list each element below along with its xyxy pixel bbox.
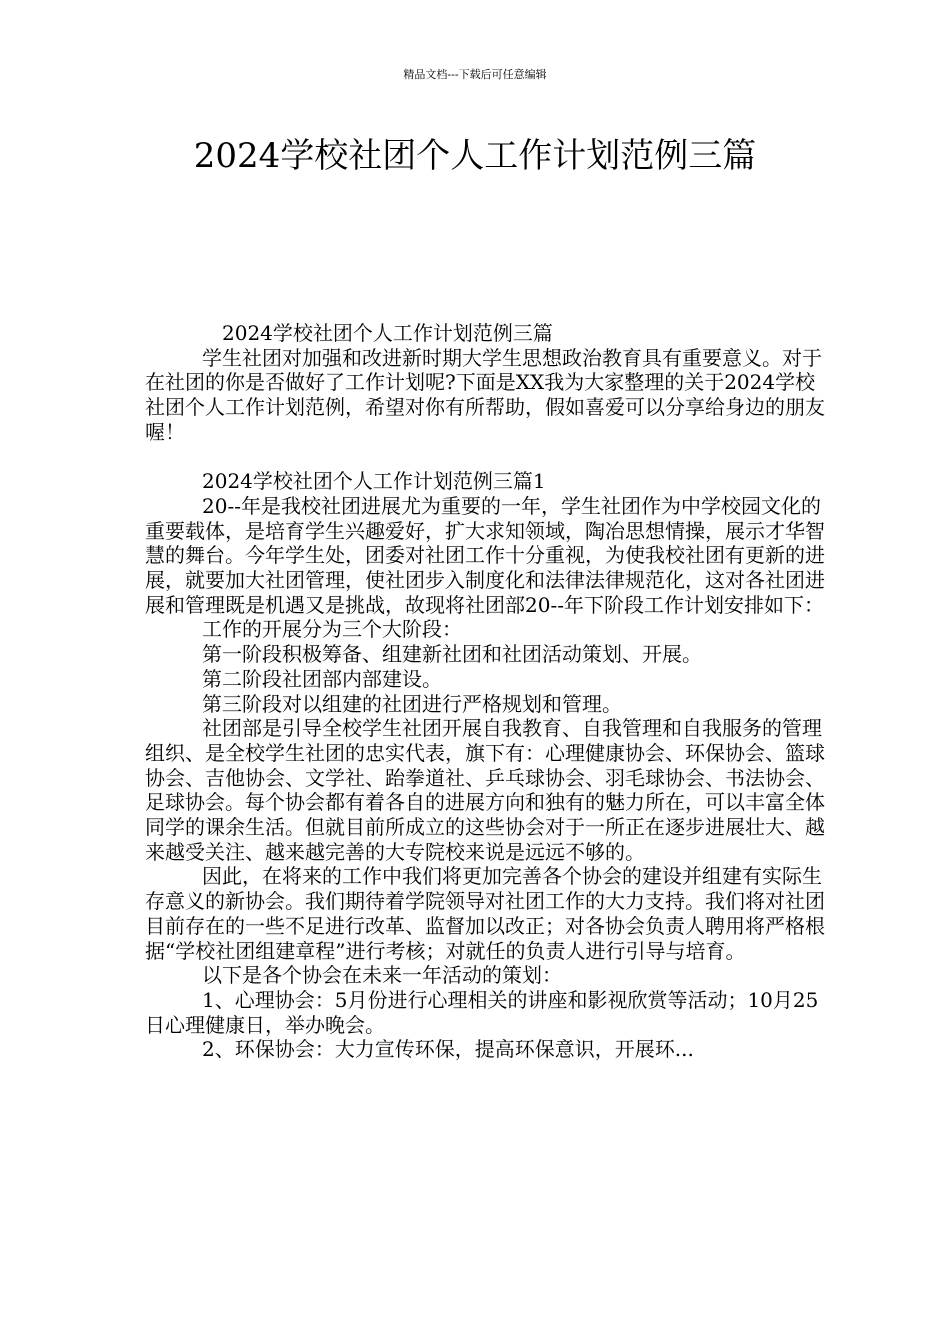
paragraph: 第二阶段社团部内部建设。	[202, 666, 442, 691]
paragraph: 1、心理协会：5月份进行心理相关的讲座和影视欣赏等活动；10月25日心理健康日，举办晚会。	[145, 987, 819, 1037]
blank-line	[145, 445, 825, 470]
document-body	[145, 321, 825, 1062]
paragraph: 第一阶段积极筹备、组建新社团和社团活动策划、开展。	[202, 642, 702, 667]
inner-title: 2024学校社团个人工作计划范例三篇	[222, 321, 553, 345]
intro-paragraph: 学生社团对加强和改进新时期大学生思想政治教育具有重要意义。对于在社团的你是否做好了工作计划呢?下面是XX我为大家整理的关于2024学校社团个人工作计划范例，希望对你有所帮助，假如喜爱可以分享给身边的朋友喔！	[145, 345, 825, 444]
document-title: 2024学校社团个人工作计划范例三篇	[193, 136, 757, 176]
paragraph: 工作的开展分为三个大阶段：	[202, 617, 462, 642]
paragraph: 2、环保协会：大力宣传环保，提高环保意识，开展环...	[202, 1037, 694, 1062]
paragraph: 因此，在将来的工作中我们将更加完善各个协会的建设并组建有实际生存意义的新协会。我们期待着学院领导对社团工作的大力支持。我们将对社团目前存在的一些不足进行改革、监督加以改正；对各协会负责人聘用将严格根据“学校社团组建章程”进行考核；对就任的负责人进行引导与培育。	[145, 864, 825, 963]
paragraph: 以下是各个协会在未来一年活动的策划：	[202, 963, 562, 988]
paragraph: 第三阶段对以组建的社团进行严格规划和管理。	[202, 691, 622, 716]
page-header: 精品文档---下载后可任意编辑	[403, 68, 547, 81]
paragraph: 20--年是我校社团进展尤为重要的一年，学生社团作为中学校园文化的重要载体，是培育学生兴趣爱好，扩大求知领域，陶冶思想情操，展示才华智慧的舞台。今年学生处，团委对社团工作十分重视，为使我校社团有更新的进展，就要加大社团管理，使社团步入制度化和法律法律规范化，这对各社团进展和管理既是机遇又是挑战，故现将社团部20--年下阶段工作计划安排如下：	[145, 493, 825, 617]
section-heading: 2024学校社团个人工作计划范例三篇1	[202, 469, 546, 494]
paragraph: 社团部是引导全校学生社团开展自我教育、自我管理和自我服务的管理组织、是全校学生社团的忠实代表，旗下有：心理健康协会、环保协会、篮球协会、吉他协会、文学社、跆拳道社、乒乓球协会、羽毛球协会、书法协会、足球协会。每个协会都有着各自的进展方向和独有的魅力所在，可以丰富全体同学的课余生活。但就目前所成立的这些协会对于一所正在逐步进展壮大、越来越受关注、越来越完善的大专院校来说是远远不够的。	[145, 716, 825, 864]
